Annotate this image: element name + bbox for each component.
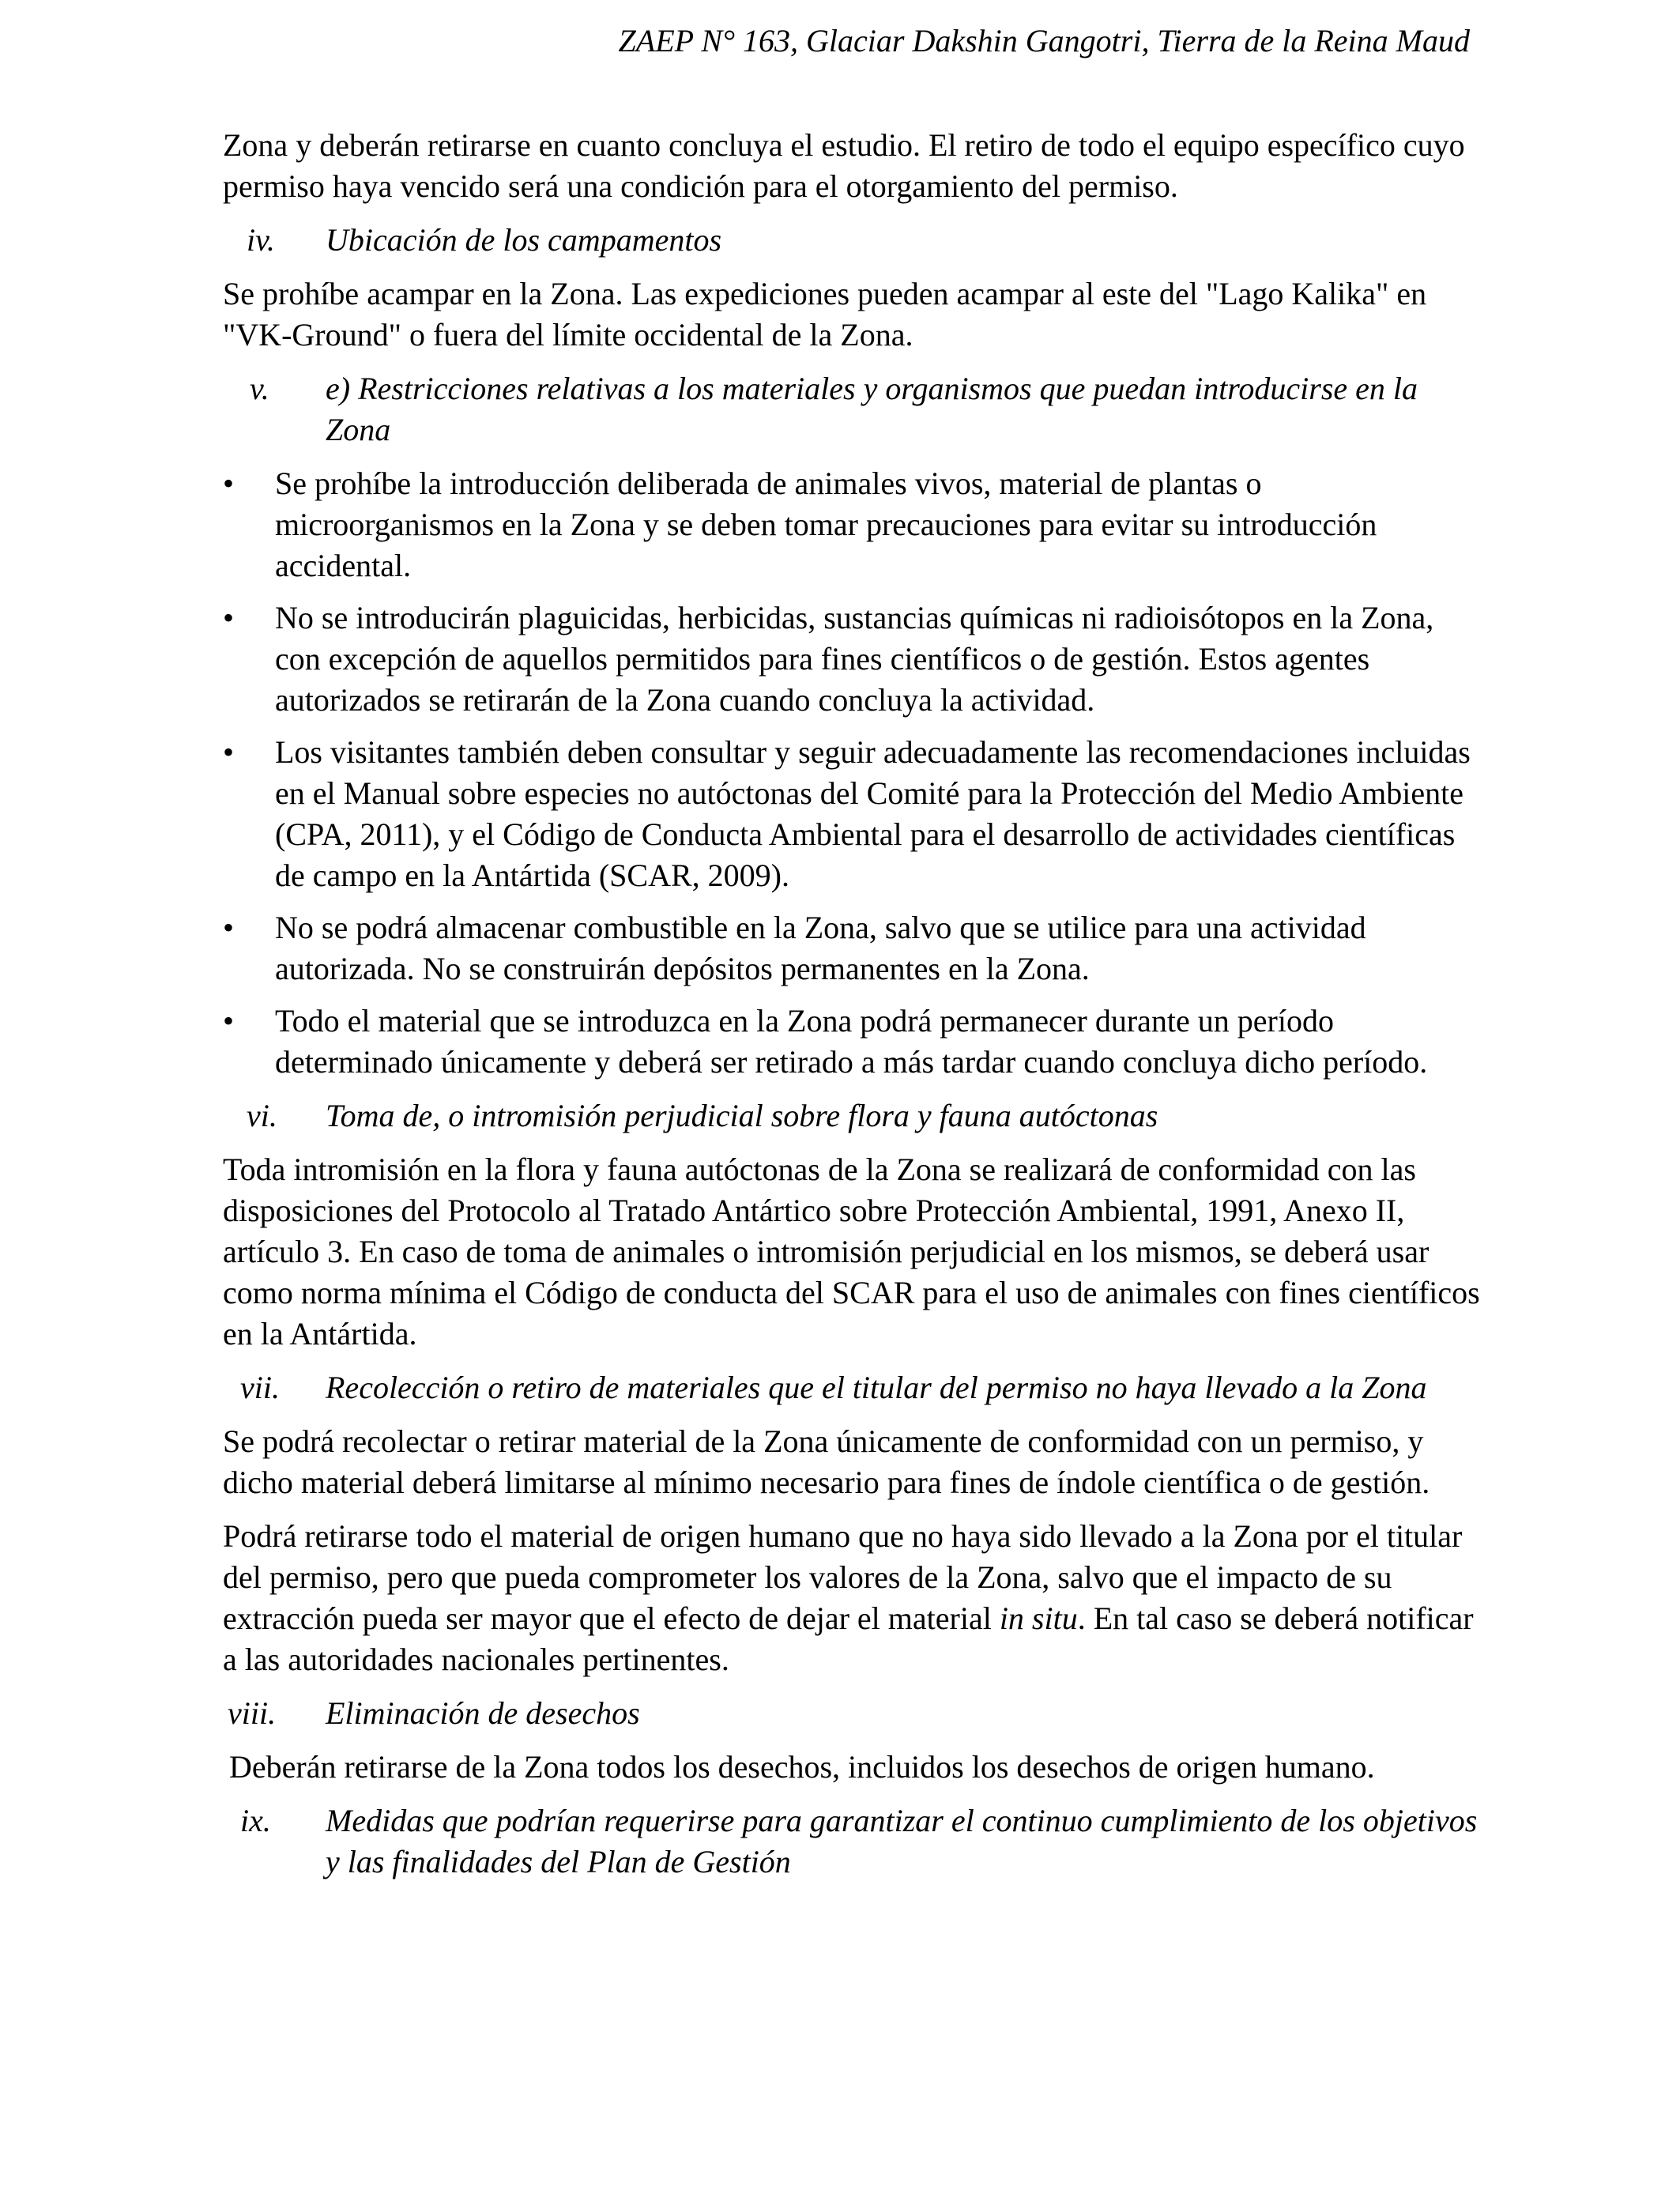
paragraph-text: . En tal caso se deberá notificar a las autoridades nacionales pertinentes. <box>223 1600 1474 1677</box>
bullet-icon: • <box>223 910 235 945</box>
section-heading-ix <box>223 1800 1487 1883</box>
list-item-text: Los visitantes también deben consultar y seguir adecuadamente las recomendaciones incluidas en el Manual sobre especies no autóctonas del Comité para la Protección del Medio Ambiente (CPA, 2011), y el Código de Conducta Ambiental para el desarrollo de actividades científicas de campo en la Antártida (SCAR, 2009). <box>275 734 1471 893</box>
section-number: iv. <box>247 222 275 258</box>
section-number: vi. <box>247 1098 277 1133</box>
paragraph-text: Podrá retirarse todo el material de origen humano que no haya sido llevado a la Zona por el titular del permiso, pero que pueda comprometer los valores de la Zona, salvo que el impacto de su extracción pueda ser mayor que el efecto de dejar el material <box>223 1518 1463 1636</box>
emphasis-text: in situ <box>999 1600 1078 1636</box>
section-vii-paragraph-2 <box>223 1516 1487 1680</box>
list-item-text: Todo el material que se introduzca en la Zona podrá permanecer durante un período determinado únicamente y deberá ser retirado a más tardar cuando concluya dicho período. <box>275 1003 1428 1080</box>
section-heading-vi <box>223 1095 1487 1137</box>
document-body <box>223 125 1487 1895</box>
list-item <box>223 907 1487 990</box>
intro-paragraph: Zona y deberán retirarse en cuanto concluya el estudio. El retiro de todo el equipo específico cuyo permiso haya vencido será una condición para el otorgamiento del permiso. <box>223 127 1465 204</box>
section-title: Eliminación de desechos <box>326 1695 640 1731</box>
bullet-icon: • <box>223 466 235 501</box>
section-vii-paragraph-1: Se podrá recolectar o retirar material de la Zona únicamente de conformidad con un permiso, y dicho material deberá limitarse al mínimo necesario para fines de índole científica o de gestión. <box>223 1423 1430 1500</box>
section-viii-paragraph: Deberán retirarse de la Zona todos los desechos, incluidos los desechos de origen humano. <box>229 1749 1375 1785</box>
running-header: ZAEP N° 163, Glaciar Dakshin Gangotri, Tierra de la Reina Maud <box>618 23 1470 58</box>
section-heading-vii <box>223 1367 1487 1408</box>
bullet-list <box>223 463 1487 1083</box>
section-heading-v <box>223 368 1487 450</box>
section-number: vii. <box>240 1370 280 1405</box>
section-title: Medidas que podrían requerirse para garantizar el continuo cumplimiento de los objetivos y las finalidades del Plan de Gestión <box>326 1803 1478 1879</box>
list-item <box>223 1001 1487 1083</box>
list-item-text: No se introducirán plaguicidas, herbicidas, sustancias químicas ni radioisótopos en la Zona, con excepción de aquellos permitidos para fines científicos o de gestión. Estos agentes autorizados se retirarán de la Zona cuando concluya la actividad. <box>275 600 1434 718</box>
list-item-text: Se prohíbe la introducción deliberada de animales vivos, material de plantas o microorganismos en la Zona y se deben tomar precauciones para evitar su introducción accidental. <box>275 466 1377 583</box>
list-item <box>223 598 1487 721</box>
section-title: e) Restricciones relativas a los materiales y organismos que puedan introducirse en la Zona <box>326 371 1418 447</box>
section-number: viii. <box>228 1695 277 1731</box>
list-item <box>223 463 1487 586</box>
section-number: ix. <box>240 1803 271 1838</box>
list-item-text: No se podrá almacenar combustible en la Zona, salvo que se utilice para una actividad autorizada. No se construirán depósitos permanentes en la Zona. <box>275 910 1366 986</box>
section-heading-viii <box>223 1693 1487 1734</box>
list-item <box>223 732 1487 896</box>
section-vi-paragraph: Toda intromisión en la flora y fauna autóctonas de la Zona se realizará de conformidad con las disposiciones del Protocolo al Tratado Antártico sobre Protección Ambiental, 1991, Anexo II, artículo 3. En caso de toma de animales o intromisión perjudicial en los mismos, se deberá usar como norma mínima el Código de conducta del SCAR para el uso de animales con fines científicos en la Antártida. <box>223 1152 1480 1351</box>
section-number: v. <box>250 371 269 406</box>
section-title: Toma de, o intromisión perjudicial sobre flora y fauna autóctonas <box>326 1098 1158 1133</box>
bullet-icon: • <box>223 1003 235 1039</box>
bullet-icon: • <box>223 600 235 635</box>
section-heading-iv <box>223 220 1487 261</box>
section-title: Recolección o retiro de materiales que el titular del permiso no haya llevado a la Zona <box>326 1370 1427 1405</box>
section-iv-paragraph: Se prohíbe acampar en la Zona. Las expediciones pueden acampar al este del "Lago Kalika" en "VK-Ground" o fuera del límite occidental de la Zona. <box>223 276 1427 352</box>
bullet-icon: • <box>223 734 235 770</box>
section-title: Ubicación de los campamentos <box>326 222 722 258</box>
